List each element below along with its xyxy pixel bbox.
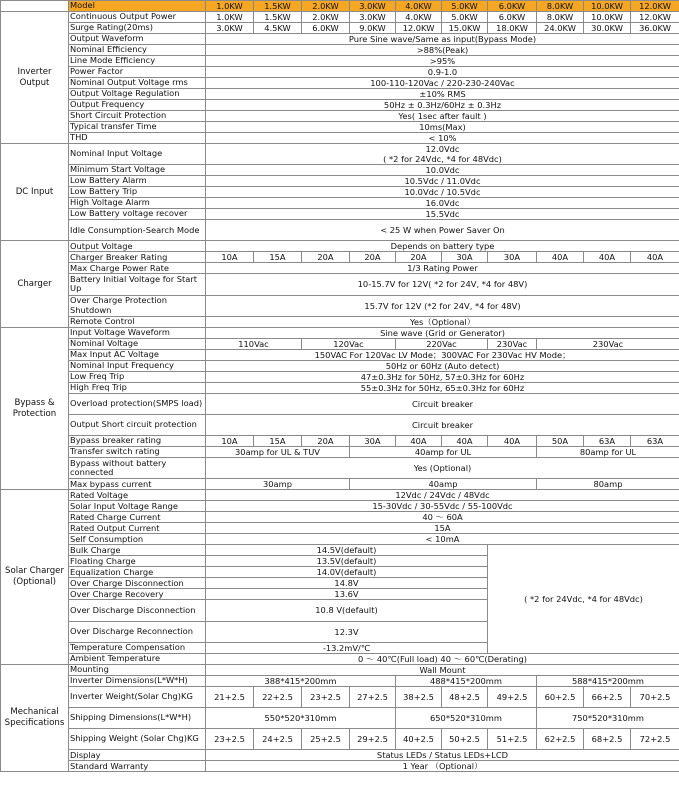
spec-row <box>1 187 679 198</box>
value-cell: 8.0KW <box>537 12 584 23</box>
spec-row <box>1 653 679 664</box>
value-cell: 10A <box>206 436 254 447</box>
value-cell: 47±0.3Hz for 50Hz, 57±0.3Hz for 60Hz <box>206 371 679 382</box>
value-cell: 12.3V <box>206 621 488 642</box>
model-header: 6.0KW <box>488 1 537 12</box>
value-cell: 15A <box>254 436 302 447</box>
spec-row <box>1 382 679 393</box>
row-label: Overload protection(SMPS load) <box>69 393 206 414</box>
value-cell: 100-110-120Vac / 220-230-240Vac <box>206 78 679 89</box>
value-cell: 1/3 Rating Power <box>206 263 679 274</box>
value-cell: Circuit breaker <box>206 414 679 435</box>
row-label: Inverter Dimensions(L*W*H) <box>69 675 206 686</box>
spec-row <box>1 78 679 89</box>
row-label: Rated Output Current <box>69 523 206 534</box>
row-label: Over Discharge Reconnection <box>69 621 206 642</box>
value-cell: 70+2.5 <box>631 686 679 707</box>
value-cell: 5.0KW <box>442 12 488 23</box>
value-cell: 230Vac <box>488 338 537 349</box>
value-cell: 20A <box>350 252 396 263</box>
row-label: Mounting <box>69 664 206 675</box>
value-cell: 40A <box>442 436 488 447</box>
row-label: THD <box>69 133 206 144</box>
value-cell: 10ms(Max) <box>206 122 679 133</box>
spec-row <box>1 56 679 67</box>
row-label: Transfer switch rating <box>69 447 206 458</box>
row-label: Output Waveform <box>69 34 206 45</box>
value-cell: 21+2.5 <box>206 686 254 707</box>
value-cell: 30A <box>442 252 488 263</box>
row-label: Line Mode Efficiency <box>69 56 206 67</box>
section-label: Inverter Output <box>1 12 69 144</box>
spec-row <box>1 45 679 56</box>
row-label: Low Battery Alarm <box>69 176 206 187</box>
row-label: High Voltage Alarm <box>69 198 206 209</box>
spec-row <box>1 34 679 45</box>
row-label: Nominal Efficiency <box>69 45 206 56</box>
value-cell: 12Vdc / 24Vdc / 48Vdc <box>206 490 679 501</box>
spec-row <box>1 447 679 458</box>
value-cell: 15A <box>206 523 679 534</box>
value-cell: 230Vac <box>537 338 679 349</box>
value-cell: 30.0KW <box>584 23 631 34</box>
row-label: Idle Consumption-Search Mode <box>69 220 206 241</box>
solar-note: ( *2 for 24Vdc, *4 for 48Vdc) <box>488 545 679 653</box>
spec-row <box>1 707 679 728</box>
spec-row <box>1 664 679 675</box>
spec-row <box>1 12 679 23</box>
row-label: Equalization Charge <box>69 567 206 578</box>
value-cell: < 10% <box>206 133 679 144</box>
value-cell: 12.0KW <box>396 23 442 34</box>
row-label: Max Charge Power Rate <box>69 263 206 274</box>
value-cell: 10-15.7V for 12V( *2 for 24V, *4 for 48V) <box>206 274 679 295</box>
value-cell: 55±0.3Hz for 50Hz, 65±0.3Hz for 60Hz <box>206 382 679 393</box>
value-cell: 27+2.5 <box>350 686 396 707</box>
spec-row <box>1 209 679 220</box>
value-cell: 40A <box>488 436 537 447</box>
spec-row <box>1 252 679 263</box>
value-cell: 72+2.5 <box>631 729 679 750</box>
row-label: Max bypass current <box>69 479 206 490</box>
value-cell: Wall Mount <box>206 664 679 675</box>
spec-row <box>1 393 679 414</box>
row-label: Output Voltage Regulation <box>69 89 206 100</box>
value-cell: 6.0KW <box>488 12 537 23</box>
value-cell: 550*520*310mm <box>206 707 396 728</box>
value-cell: 22+2.5 <box>254 686 302 707</box>
value-cell: < 10mA <box>206 534 679 545</box>
value-cell: 4.5KW <box>254 23 302 34</box>
value-cell: -13.2mV/℃ <box>206 642 488 653</box>
row-label: Standard Warranty <box>69 761 206 772</box>
row-label: Shipping Dimensions(L*W*H) <box>69 707 206 728</box>
value-cell: 24+2.5 <box>254 729 302 750</box>
value-cell: 40 ～ 60A <box>206 512 679 523</box>
value-cell: 20A <box>302 252 350 263</box>
section-label: DC Input <box>1 144 69 241</box>
value-cell: 20A <box>302 436 350 447</box>
spec-row <box>1 122 679 133</box>
spec-row <box>1 144 679 165</box>
value-cell: 14.5V(default) <box>206 545 488 556</box>
value-cell: 23+2.5 <box>302 686 350 707</box>
value-cell: 650*520*310mm <box>396 707 537 728</box>
row-label: Input Voltage Waveform <box>69 327 206 338</box>
spec-row <box>1 316 679 327</box>
spec-row <box>1 750 679 761</box>
row-label: Short Circuit Protection <box>69 111 206 122</box>
value-cell: 488*415*200mm <box>396 675 537 686</box>
value-cell: 68+2.5 <box>584 729 631 750</box>
value-cell: 15.7V for 12V (*2 for 24V, *4 for 48V) <box>206 295 679 316</box>
value-cell: Yes（Optional） <box>206 316 679 327</box>
spec-row <box>1 198 679 209</box>
value-cell: 10.0KW <box>584 12 631 23</box>
spec-row <box>1 349 679 360</box>
value-cell: 40A <box>537 252 584 263</box>
value-cell: 15A <box>254 252 302 263</box>
value-cell: 1.5KW <box>254 12 302 23</box>
section-label: Solar Charger (Optional) <box>1 490 69 664</box>
row-label: Nominal Voltage <box>69 338 206 349</box>
model-header: 10.0KW <box>584 1 631 12</box>
row-label: Model <box>69 1 206 12</box>
value-cell: 12.0KW <box>631 12 679 23</box>
value-cell: 51+2.5 <box>488 729 537 750</box>
section-label: Charger <box>1 241 69 327</box>
spec-row <box>1 675 679 686</box>
spec-row <box>1 490 679 501</box>
value-cell: 30amp for UL & TUV <box>206 447 350 458</box>
spec-row <box>1 458 679 479</box>
value-cell: 40A <box>396 436 442 447</box>
row-label: Over Discharge Disconnection <box>69 600 206 621</box>
row-label: Low Battery voltage recover <box>69 209 206 220</box>
value-cell: 1 Year （Optional） <box>206 761 679 772</box>
row-label: Ambient Temperature <box>69 653 206 664</box>
model-header: 1.0KW <box>206 1 254 12</box>
value-cell: 14.8V <box>206 578 488 589</box>
spec-row <box>1 220 679 241</box>
value-cell: 50A <box>537 436 584 447</box>
row-label: Nominal Input Frequency <box>69 360 206 371</box>
value-cell: 30A <box>488 252 537 263</box>
row-label: Temperature Compensation <box>69 642 206 653</box>
section-label: Mechanical Specifications <box>1 664 69 772</box>
value-cell: Yes (Optional) <box>206 458 679 479</box>
value-cell: 38+2.5 <box>396 686 442 707</box>
value-cell: < 25 W when Power Saver On <box>206 220 679 241</box>
spec-row <box>1 534 679 545</box>
row-label: Continuous Output Power <box>69 12 206 23</box>
row-label: Remote Control <box>69 316 206 327</box>
row-label: Power Factor <box>69 67 206 78</box>
value-cell: 15.5Vdc <box>206 209 679 220</box>
value-cell: 29+2.5 <box>350 729 396 750</box>
value-cell: 66+2.5 <box>584 686 631 707</box>
value-cell: 18.0KW <box>488 23 537 34</box>
row-label: Bulk Charge <box>69 545 206 556</box>
spec-row <box>1 479 679 490</box>
row-label: Battery Initial Voltage for Start Up <box>69 274 206 295</box>
value-cell: 10.0Vdc / 10.5Vdc <box>206 187 679 198</box>
spec-row <box>1 263 679 274</box>
row-label: Over Charge Disconnection <box>69 578 206 589</box>
value-cell: 0.9-1.0 <box>206 67 679 78</box>
value-cell: 3.0KW <box>206 23 254 34</box>
value-cell: 15-30Vdc / 30-55Vdc / 55-100Vdc <box>206 501 679 512</box>
value-cell: 80amp for UL <box>537 447 679 458</box>
value-cell: 388*415*200mm <box>206 675 396 686</box>
value-cell: 63A <box>631 436 679 447</box>
value-cell: 50Hz ± 0.3Hz/60Hz ± 0.3Hz <box>206 100 679 111</box>
value-cell: 750*520*310mm <box>537 707 679 728</box>
value-cell: 40+2.5 <box>396 729 442 750</box>
spec-row <box>1 89 679 100</box>
spec-row <box>1 67 679 78</box>
value-cell: Depends on battery type <box>206 241 679 252</box>
value-cell: 25+2.5 <box>302 729 350 750</box>
spec-row <box>1 414 679 435</box>
row-label: Display <box>69 750 206 761</box>
spec-row <box>1 327 679 338</box>
value-cell: 10.0Vdc <box>206 165 679 176</box>
row-label: Bypass breaker rating <box>69 436 206 447</box>
spec-row <box>1 274 679 295</box>
row-label: Output Short circuit protection <box>69 414 206 435</box>
value-cell: 63A <box>584 436 631 447</box>
model-header: 1.5KW <box>254 1 302 12</box>
value-cell: 49+2.5 <box>488 686 537 707</box>
value-cell: 9.0KW <box>350 23 396 34</box>
row-label: Self Consumption <box>69 534 206 545</box>
value-cell: 110Vac <box>206 338 302 349</box>
row-label: Surge Rating(20ms) <box>69 23 206 34</box>
value-cell: >95% <box>206 56 679 67</box>
value-cell: 10.8 V(default) <box>206 600 488 621</box>
spec-row <box>1 436 679 447</box>
value-cell: 1.0KW <box>206 12 254 23</box>
row-label: Floating Charge <box>69 556 206 567</box>
model-header: 8.0KW <box>537 1 584 12</box>
value-cell: 60+2.5 <box>537 686 584 707</box>
value-cell: 10A <box>206 252 254 263</box>
row-label: High Freq Trip <box>69 382 206 393</box>
row-label: Low Freq Trip <box>69 371 206 382</box>
row-label: Solar Input Voltage Range <box>69 501 206 512</box>
value-cell: 15.0KW <box>442 23 488 34</box>
spec-row <box>1 729 679 750</box>
row-label: Low Battery Trip <box>69 187 206 198</box>
spec-row <box>1 686 679 707</box>
value-cell: 4.0KW <box>396 12 442 23</box>
row-label: Max Input AC Voltage <box>69 349 206 360</box>
value-cell: 23+2.5 <box>206 729 254 750</box>
value-cell: 40amp <box>350 479 537 490</box>
value-cell: 30A <box>350 436 396 447</box>
model-header: 2.0KW <box>302 1 350 12</box>
row-label: Output Voltage <box>69 241 206 252</box>
section-label: Bypass & Protection <box>1 327 69 490</box>
value-cell: ±10% RMS <box>206 89 679 100</box>
spec-row <box>1 100 679 111</box>
value-cell: 12.0Vdc ( *2 for 24Vdc, *4 for 48Vdc) <box>206 144 679 165</box>
spec-row <box>1 501 679 512</box>
model-row <box>1 1 679 12</box>
row-label: Over Charge Protection Shutdown <box>69 295 206 316</box>
row-label: Bypass without battery connected <box>69 458 206 479</box>
spec-row <box>1 23 679 34</box>
model-header: 12.0KW <box>631 1 679 12</box>
header-blank <box>1 1 69 12</box>
value-cell: Circuit breaker <box>206 393 679 414</box>
value-cell: 50+2.5 <box>442 729 488 750</box>
row-label: Charger Breaker Rating <box>69 252 206 263</box>
value-cell: 3.0KW <box>350 12 396 23</box>
spec-row <box>1 338 679 349</box>
spec-row <box>1 111 679 122</box>
spec-row <box>1 761 679 772</box>
value-cell: 150VAC For 120Vac LV Mode；300VAC For 230Vac HV Mode； <box>206 349 679 360</box>
value-cell: 13.5V(default) <box>206 556 488 567</box>
value-cell: 36.0KW <box>631 23 679 34</box>
spec-row <box>1 133 679 144</box>
model-header: 3.0KW <box>350 1 396 12</box>
value-cell: 220Vac <box>396 338 488 349</box>
spec-row <box>1 512 679 523</box>
row-label: Shipping Weight (Solar Chg)KG <box>69 729 206 750</box>
spec-row <box>1 295 679 316</box>
spec-row <box>1 523 679 534</box>
model-header: 4.0KW <box>396 1 442 12</box>
spec-row <box>1 545 679 556</box>
row-label: Typical transfer Time <box>69 122 206 133</box>
value-cell: 120Vac <box>302 338 396 349</box>
spec-row <box>1 360 679 371</box>
model-header: 5.0KW <box>442 1 488 12</box>
row-label: Inverter Weight(Solar Chg)KG <box>69 686 206 707</box>
value-cell: 16.0Vdc <box>206 198 679 209</box>
value-cell: 80amp <box>537 479 679 490</box>
value-cell: 2.0KW <box>302 12 350 23</box>
spec-row <box>1 371 679 382</box>
value-cell: 50Hz or 60Hz (Auto detect) <box>206 360 679 371</box>
value-cell: 40A <box>631 252 679 263</box>
row-label: Over Charge Recovery <box>69 589 206 600</box>
value-cell: Yes( 1sec after fault ) <box>206 111 679 122</box>
row-label: Nominal Output Voltage rms <box>69 78 206 89</box>
value-cell: 13.6V <box>206 589 488 600</box>
value-cell: 62+2.5 <box>537 729 584 750</box>
value-cell: >88%(Peak) <box>206 45 679 56</box>
value-cell: 6.0KW <box>302 23 350 34</box>
value-cell: Status LEDs / Status LEDs+LCD <box>206 750 679 761</box>
spec-row <box>1 176 679 187</box>
row-label: Nominal Input Voltage <box>69 144 206 165</box>
row-label: Output Frequency <box>69 100 206 111</box>
value-cell: 10.5Vdc / 11.0Vdc <box>206 176 679 187</box>
value-cell: 24.0KW <box>537 23 584 34</box>
value-cell: 588*415*200mm <box>537 675 679 686</box>
row-label: Minimum Start Voltage <box>69 165 206 176</box>
spec-row <box>1 241 679 252</box>
row-label: Rated Charge Current <box>69 512 206 523</box>
value-cell: 30amp <box>206 479 350 490</box>
value-cell: Pure Sine wave/Same as input(Bypass Mode) <box>206 34 679 45</box>
value-cell: Sine wave (Grid or Generator) <box>206 327 679 338</box>
spec-row <box>1 165 679 176</box>
value-cell: 48+2.5 <box>442 686 488 707</box>
row-label: Rated Voltage <box>69 490 206 501</box>
value-cell: 40amp for UL <box>350 447 537 458</box>
value-cell: 40A <box>584 252 631 263</box>
value-cell: 0 ～ 40℃(Full load) 40 ～ 60℃(Derating) <box>206 653 679 664</box>
value-cell: 20A <box>396 252 442 263</box>
value-cell: 14.0V(default) <box>206 567 488 578</box>
